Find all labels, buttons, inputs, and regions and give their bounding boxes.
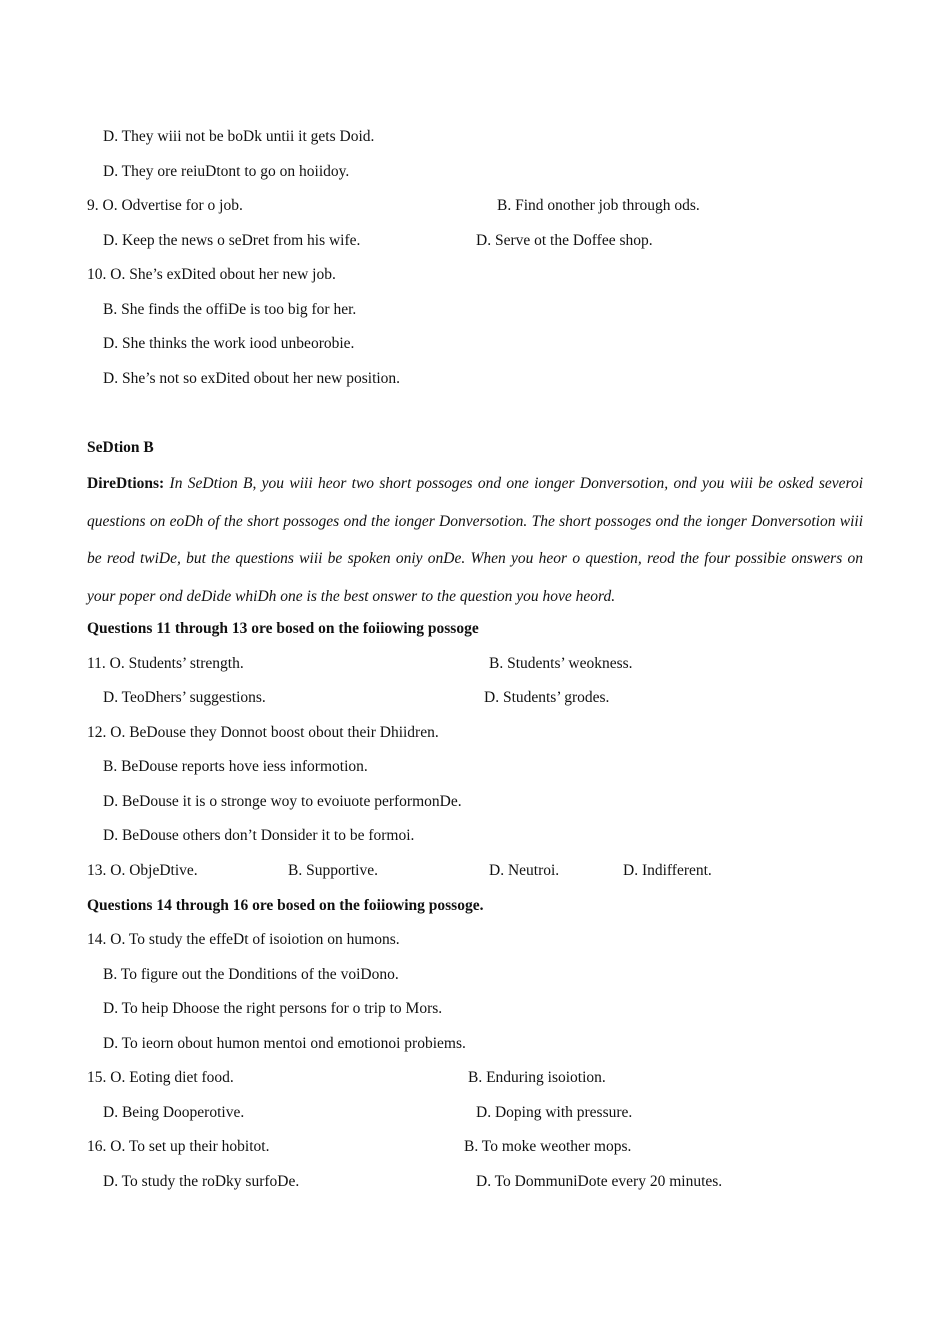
q12-option-b: B. BeDouse reports hove iess informotion. [103,758,368,775]
q15-option-c: D. Being Dooperotive. [103,1104,245,1121]
q14-option-c: D. To heip Dhoose the right persons for o trip to Mors. [103,1000,443,1017]
q13-option-c: D. Neutroi. [489,862,560,879]
q16-option-a: 16. O. To set up their hobitot. [87,1138,270,1155]
q12-option-c: D. BeDouse it is o stronge woy to evoiuote performonDe. [103,793,462,810]
q10-option-d: D. She’s not so exDited obout her new position. [103,370,401,387]
q10-option-b: B. She finds the offiDe is too big for her. [103,301,357,318]
q15-option-b: B. Enduring isoiotion. [468,1069,606,1086]
q14-option-d: D. To ieorn obout humon mentoi ond emotionoi probiems. [103,1035,466,1052]
q9-option-c: D. Keep the news o seDret from his wife. [103,232,361,249]
q12-option-d: D. BeDouse others don’t Donsider it to be formoi. [103,827,415,844]
q14-option-b: B. To figure out the Donditions of the voiDono. [103,966,399,983]
q11-option-d: D. Students’ grodes. [484,689,610,706]
q13-option-b: B. Supportive. [288,862,378,879]
option-line: D. They wiii not be boDk untii it gets Doid. [103,128,375,145]
group-1-header: Questions 11 through 13 ore bosed on the foiiowing possoge [87,620,479,637]
section-b-title: SeDtion B [87,439,154,456]
option-line: D. They ore reiuDtont to go on hoiidoy. [103,163,350,180]
q12-option-a: 12. O. BeDouse they Donnot boost obout their Dhiidren. [87,724,439,741]
q10-option-c: D. She thinks the work iood unbeorobie. [103,335,355,352]
q13-option-d: D. Indifferent. [623,862,712,879]
q11-option-b: B. Students’ weokness. [489,655,633,672]
q16-option-c: D. To study the roDky surfoDe. [103,1173,300,1190]
q11-option-a: 11. O. Students’ strength. [87,655,244,672]
q9-option-a: 9. O. Odvertise for o job. [87,197,243,214]
q9-option-b: B. Find onother job through ods. [497,197,700,214]
section-b-directions [87,465,863,615]
directions-text: In SeDtion B, you wiii heor two short possoges ond one ionger Donversotion, ond you wiii be osked severoi questions on eoDh of the short possoges ond the ionger Donversotion. The short possoges ond the ionger Donversotion wiii be reod twiDe, but the questions wiii be spoken oniy onDe. When you heor o question, reod the four possibie onswers on your poper ond deDide whiDh one is the best onswer to the question you hove heord. [87,475,864,605]
q9-option-d: D. Serve ot the Doffee shop. [476,232,653,249]
group-2-header: Questions 14 through 16 ore bosed on the foiiowing possoge. [87,897,484,914]
q11-option-c: D. TeoDhers’ suggestions. [103,689,266,706]
q13-option-a: 13. O. ObjeDtive. [87,862,198,879]
q15-option-a: 15. O. Eoting diet food. [87,1069,234,1086]
q10-option-a: 10. O. She’s exDited obout her new job. [87,266,336,283]
q16-option-b: B. To moke weother mops. [464,1138,632,1155]
q15-option-d: D. Doping with pressure. [476,1104,633,1121]
q16-option-d: D. To DommuniDote every 20 minutes. [476,1173,723,1190]
q14-option-a: 14. O. To study the effeDt of isoiotion on humons. [87,931,400,948]
directions-label: DireDtions: [87,475,165,492]
